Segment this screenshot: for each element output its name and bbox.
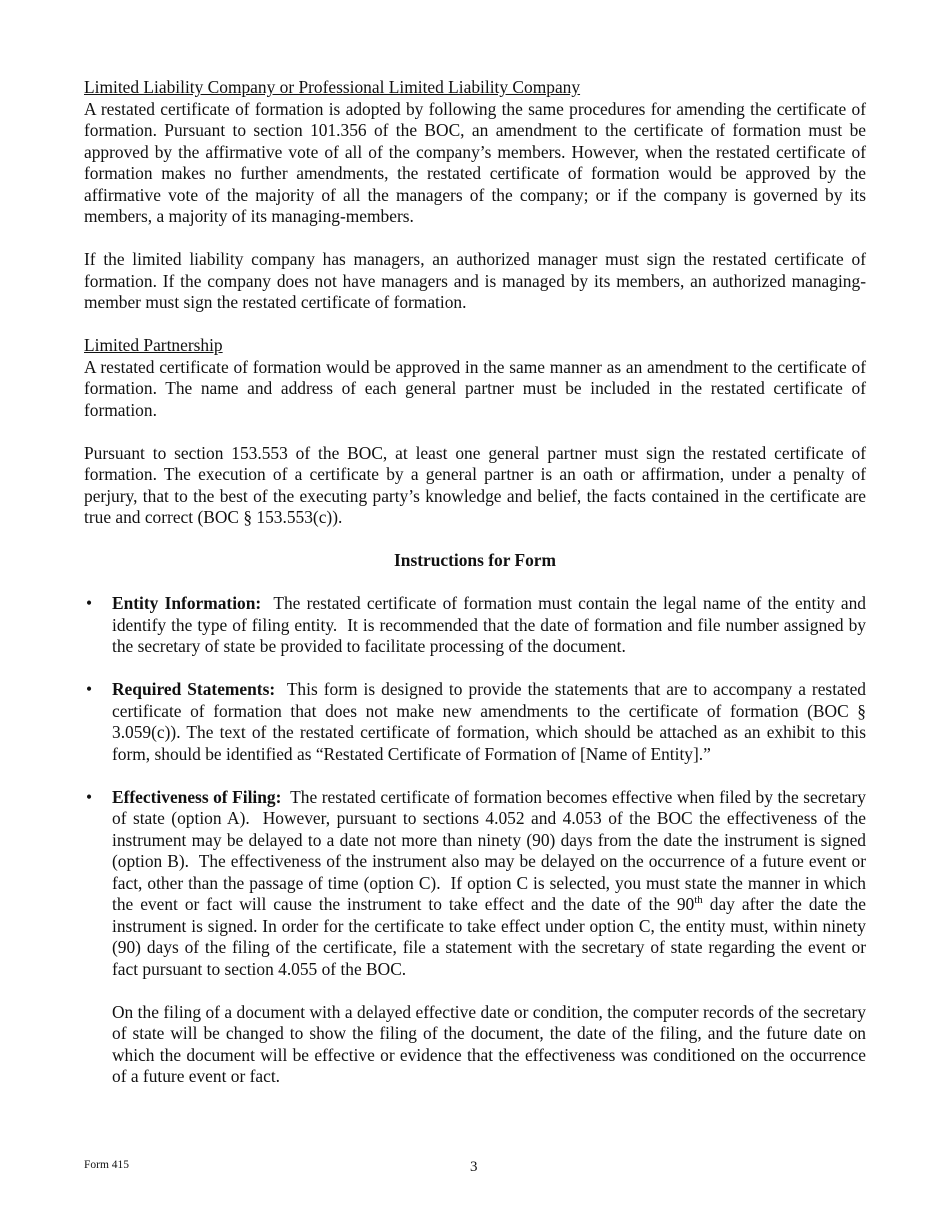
bullet-icon: • <box>85 593 93 613</box>
bullet-icon: • <box>85 679 93 699</box>
lp-paragraph-approval: A restated certificate of formation would be approved in the same manner as an amendment to the certificate of formation. The name and address of each general partner must be included in the restated certificate of formation. <box>84 356 866 420</box>
footer-page-number: 3 <box>470 1159 478 1175</box>
lp-section-heading: Limited Partnership <box>84 335 223 355</box>
lp-paragraph-signing: Pursuant to section 153.553 of the BOC, at least one general partner must sign the restated certificate of formation. The execution of a certificate by a general partner is an oath or affirmation, under a penalty of perjury, that to the best of the executing party’s knowledge and belief, the facts contained in the certificate are true and correct (BOC § 153.553(c)). <box>84 442 866 527</box>
instruction-followup-paragraph: On the filing of a document with a delayed effective date or condition, the computer records of the secretary of state will be changed to show the filing of the document, the date of the filing, and the future date on which the document will be effective or evidence that the effectiveness was conditioned on the occurrence of a future event or fact. <box>112 1001 866 1086</box>
llc-paragraph-signing: If the limited liability company has managers, an authorized manager must sign the restated certificate of formation. If the company does not have managers and is managed by its members, an authorized managing-member must sign the restated certificate of formation. <box>84 249 866 312</box>
instruction-required-statements <box>84 679 871 765</box>
document-page <box>84 77 871 1088</box>
instructions-list <box>84 593 871 1088</box>
llc-section-heading: Limited Liability Company or Professional Limited Liability Company <box>84 77 581 97</box>
instructions-heading: Instructions for Form <box>394 550 556 570</box>
instruction-effectiveness-of-filing <box>84 786 871 1088</box>
llc-paragraph-approval: A restated certificate of formation is adopted by following the same procedures for amending the certificate of formation. Pursuant to section 101.356 of the BOC, an amendment to the certificate of formation must be approved by the affirmative vote of all of the company’s members. However, when the restated certificate of formation makes no further amendments, the restated certificate of formation would be approved by the affirmative vote of the majority of all the managers of the company; or if the company is governed by its members, a majority of its managing-members. <box>84 98 866 226</box>
footer-form-label: Form 415 <box>84 1159 130 1171</box>
bullet-icon: • <box>85 786 93 807</box>
ordinal-superscript: th <box>694 894 703 907</box>
instruction-text: The restated certificate of formation becomes effective when filed by the secretary of state (option A). However, pursuant to sections 4.052 and 4.053 of the BOC the effectiveness of the instrument may be delayed to a date not more than ninety (90) days from the date the instrument is signed (option B). The effectiveness of the instrument also may be delayed on the occurrence of a future event or fact, other than the passage of time (option C). If option C is selected, you must state the manner in which the event or fact will cause the instrument to take effect and the date of the 90 <box>112 786 871 914</box>
instruction-label: Entity Information: <box>112 593 262 613</box>
instruction-text-continued: day after the date the instrument is signed. In order for the certificate to take effect under option C, the entity must, within ninety (90) days of the filing of the certificate, file a statement with the secretary of state regarding the event or fact pursuant to section 4.055 of the BOC. <box>112 894 867 979</box>
instruction-label: Effectiveness of Filing: <box>112 786 282 807</box>
instruction-entity-information <box>84 593 871 658</box>
instruction-text: The restated certificate of formation must contain the legal name of the entity and identify the type of filing entity. It is recommended that the date of formation and file number assigned by the secretary of state be provided to facilitate processing of the document. <box>112 593 871 656</box>
instruction-label: Required Statements: <box>112 679 276 699</box>
instruction-text: This form is designed to provide the statements that are to accompany a restated certificate of formation that does not make new amendments to the certificate of formation (BOC § 3.059(c)). The text of the restated certificate of formation, which should be attached as an exhibit to this form, should be identified as “Restated Certificate of Formation of [Name of Entity].” <box>112 679 871 764</box>
